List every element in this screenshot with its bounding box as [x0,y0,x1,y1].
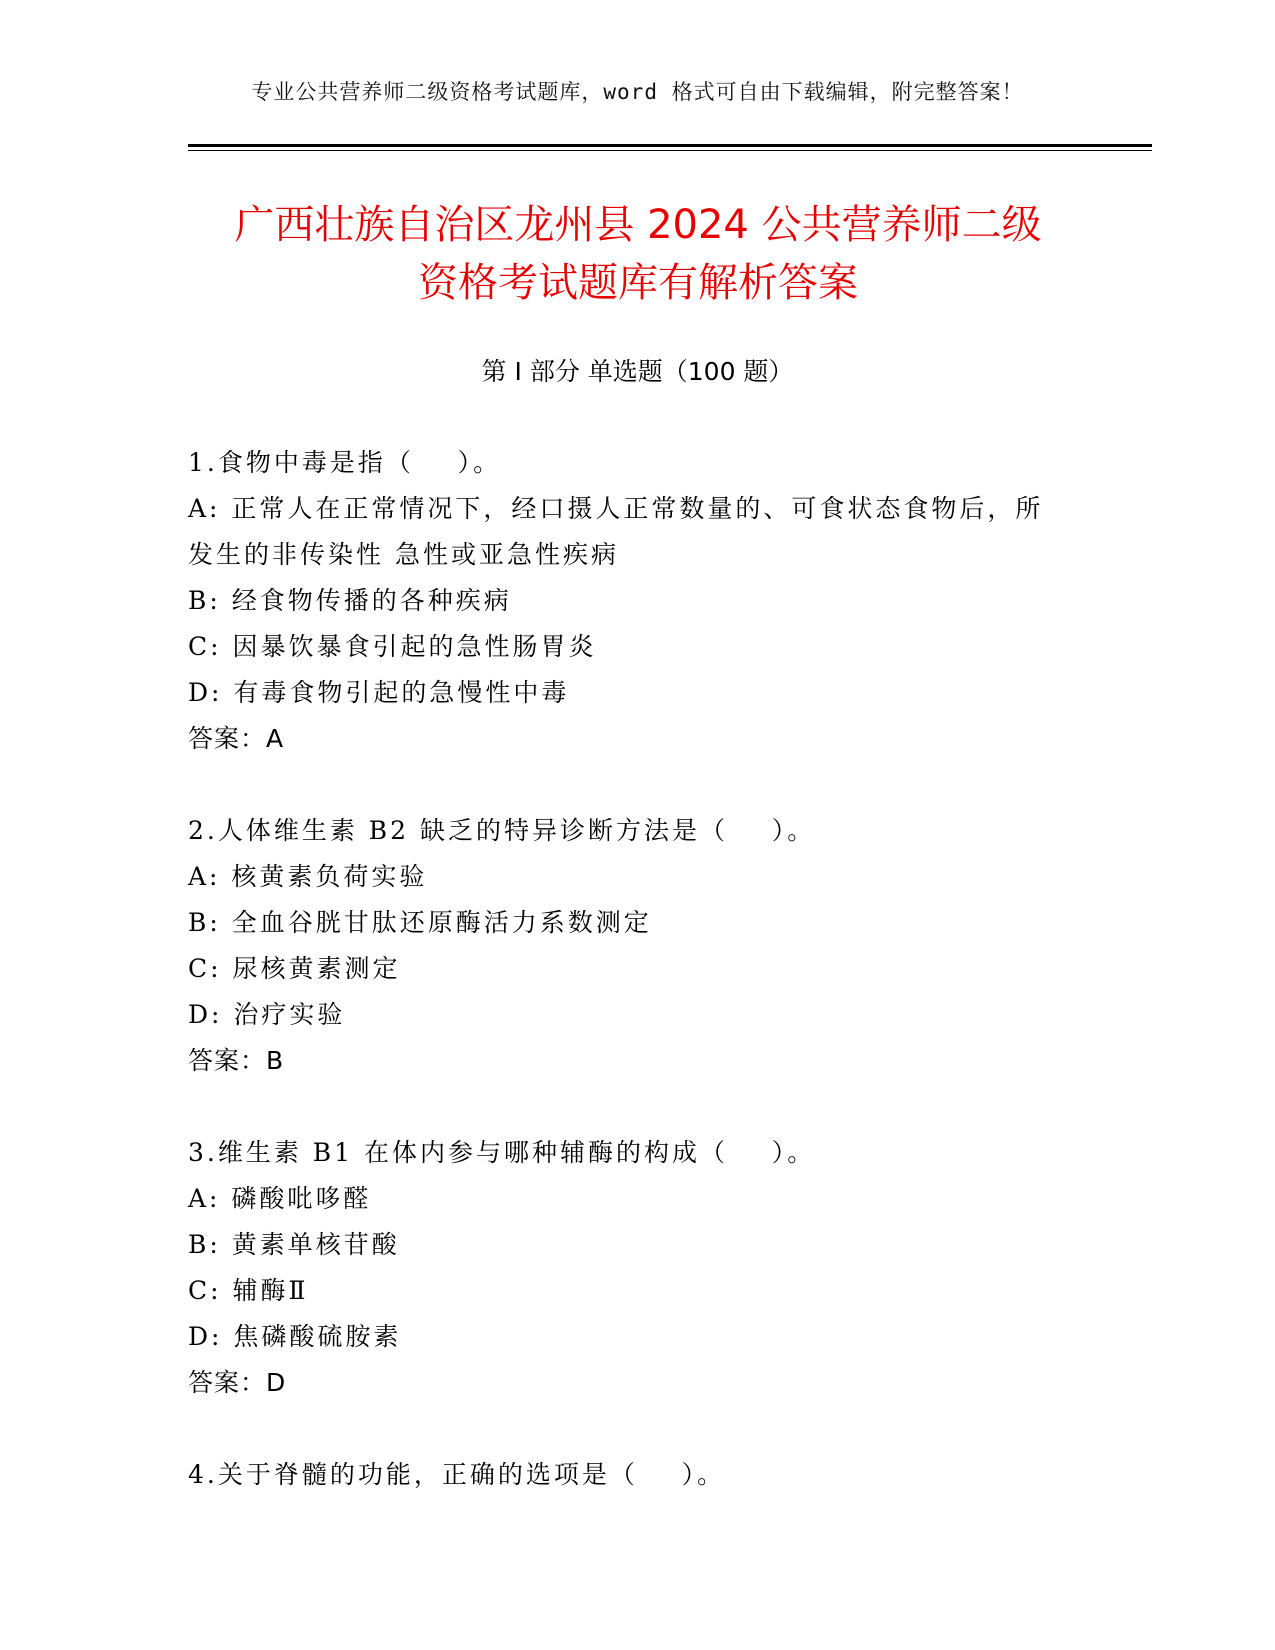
answer: 答案：B [188,1046,285,1075]
question-2 [188,808,1088,1084]
question-stem: 3.维生素 B1 在体内参与哪种辅酶的构成（ ）。 [188,1138,816,1167]
question-stem: 1.食物中毒是指（ ）。 [188,448,502,477]
option-d: D: 焦磷酸硫胺素 [188,1322,402,1351]
question-4 [188,1452,1088,1498]
title-line-1: 广西壮族自治区龙州县 2024 公共营养师二级 [234,202,1042,248]
option-a: A: 核黄素负荷实验 [188,862,428,891]
section-title: 第 I 部分 单选题（100 题） [481,357,794,386]
answer: 答案：A [188,724,285,753]
option-a: A: 正常人在正常情况下，经口摄人正常数量的、可食状态食物后，所 [188,494,1044,523]
header-note: 专业公共营养师二级资格考试题库，word 格式可自由下载编辑，附完整答案！ [251,80,1024,104]
header-rule-thick [188,144,1152,147]
header-rule-thin [188,150,1152,151]
option-b: B: 黄素单核苷酸 [188,1230,400,1259]
option-a-continued: 发生的非传染性 急性或亚急性疾病 [188,540,619,569]
option-b: B: 全血谷胱甘肽还原酶活力系数测定 [188,908,652,937]
title-line-2: 资格考试题库有解析答案 [418,260,858,306]
option-d: D: 有毒食物引起的急慢性中毒 [188,678,570,707]
question-stem: 4.关于脊髓的功能，正确的选项是（ ）。 [188,1460,726,1489]
question-3 [188,1130,1088,1406]
option-c: C: 尿核黄素测定 [188,954,401,983]
answer: 答案：D [188,1368,287,1397]
option-b: B: 经食物传播的各种疾病 [188,586,512,615]
option-c: C: 辅酶Ⅱ [188,1276,309,1305]
question-1 [188,440,1088,762]
option-c: C: 因暴饮暴食引起的急性肠胃炎 [188,632,597,661]
question-list [188,440,1088,1544]
option-a: A: 磷酸吡哆醛 [188,1184,372,1213]
question-stem: 2.人体维生素 B2 缺乏的特异诊断方法是（ ）。 [188,816,816,845]
option-d: D: 治疗实验 [188,1000,346,1029]
document-title [188,196,1088,312]
